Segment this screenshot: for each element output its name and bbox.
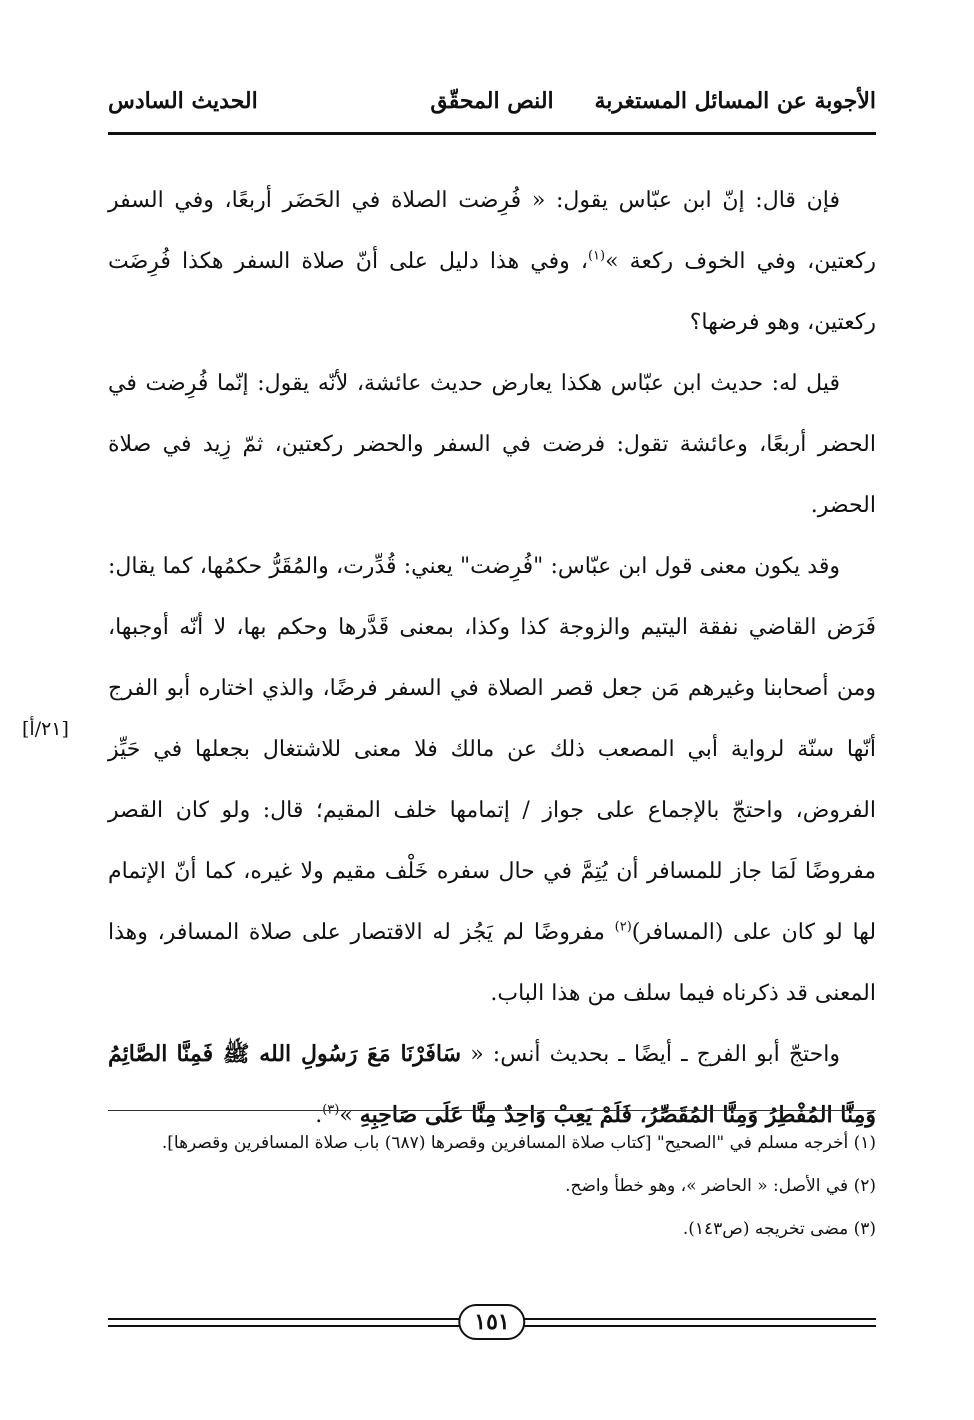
footnote-3: (٣) مضى تخريجه (ص١٤٣). (682, 1219, 876, 1239)
header-rule (108, 132, 876, 135)
text-line: قيل له: حديث ابن عبّاس هكذا يعارض حديث عائشة، لأنّه يقول: إنّما فُرِضت في (108, 371, 840, 396)
hadith-quote: الصَّائِمُ وَمِنَّا المُفْطِرُ وَمِنَّا المُقَصِّرُ، فَلَمْ يَعِبْ وَاحِدٌ مِنَّا عَلَى صَاحِبِهِ (108, 1041, 876, 1128)
paragraph (108, 536, 876, 1024)
text-line: ركعتين، وفي الخوف ركعة » (605, 249, 876, 274)
footnote-ref[interactable]: (٢) (614, 919, 632, 935)
running-header (108, 88, 876, 124)
page-number: ١٥١ (458, 1304, 525, 1340)
page-footer (108, 1306, 876, 1342)
hadith-quote: سَافَرْنَا مَعَ رَسُولِ الله ﷺ فَمِنَّا (176, 1041, 462, 1067)
text-line: أبو الفرج أنّها سنّة لرواية أبي المصعب ذلك عن مالك فلا معنى للاشتغال بجعلها في (108, 676, 877, 762)
text-line: ذكرناه فيما سلف من هذا الباب. (490, 981, 779, 1006)
text-line: واحتجّ أبو الفرج ـ أيضًا ـ بحديث أنس: « (470, 1042, 840, 1067)
footnotes (108, 1122, 876, 1251)
text-line: . (315, 1103, 323, 1128)
text-line: مفروضًا لَمَا جاز للمسافر أن يُتِمَّ في حال سفره خَلْف مقيم ولا غيره، كما أنّ الإتمام لها (108, 859, 877, 945)
text-line: يقال: فَرَض القاضي نفقة اليتيم والزوجة كذا وكذا، بمعنى قَدَّرها وحكم بها، لا أنّه (108, 554, 876, 640)
text-line: » (339, 1103, 360, 1128)
manuscript-folio-marker: [٢١/أ] (22, 718, 69, 740)
main-text (108, 170, 876, 1146)
text-line: أوجبها، ومن أصحابنا وغيرهم مَن جعل قصر الصلاة في السفر فرضًا، والذي اختاره (108, 615, 876, 701)
book-title: الأجوبة عن المسائل المستغربة (594, 88, 876, 114)
footnote-2: (٢) في الأصل: « الحاضر »، وهو خطأ واضح. (565, 1176, 876, 1196)
footnote-separator (108, 1110, 876, 1111)
text-line: حَيِّز الفروض، واحتجّ بالإجماع على جواز / إتمامها خلف المقيم؛ قال: ولو كان القصر (108, 737, 876, 823)
text-line: وقد يكون معنى قول ابن عبّاس: "فُرِضت" يعني: قُدِّرت، والمُقَرُّ حكمُها، كما (162, 554, 840, 579)
text-line: فإن قال: إنّ ابن عبّاس يقول: « فُرِضت الصلاة في الحَضَر أربعًا، وفي السفر (108, 188, 840, 213)
chapter-title: الحديث السادس (108, 88, 258, 114)
footnote-1: (١) أخرجه مسلم في "الصحيح" [كتاب صلاة المسافرين وقصرها (٦٨٧) باب صلاة المسافرين وقصرها]. (161, 1133, 876, 1153)
text-line: ركعتين، وهو فرضها؟ (689, 310, 876, 335)
footnote-ref[interactable]: (٣) (322, 1102, 340, 1118)
paragraph (108, 170, 876, 353)
text-line: الحضر أربعًا، وعائشة تقول: فرضت في السفر والحضر ركعتين، ثمّ زِيد في صلاة الحضر. (108, 432, 876, 518)
paragraph (108, 353, 876, 536)
text-line: لو كان على (المسافر) (631, 920, 843, 945)
text-line: مفروضًا لم يَجُز له الاقتصار على صلاة المسافر، وهذا المعنى قد (108, 920, 876, 1006)
text-line: ، وفي هذا دليل على أنّ صلاة السفر هكذا فُرِضَت (108, 249, 588, 274)
footnote-ref[interactable]: (١) (587, 248, 606, 264)
section-title: النص المحقّق (430, 88, 554, 114)
